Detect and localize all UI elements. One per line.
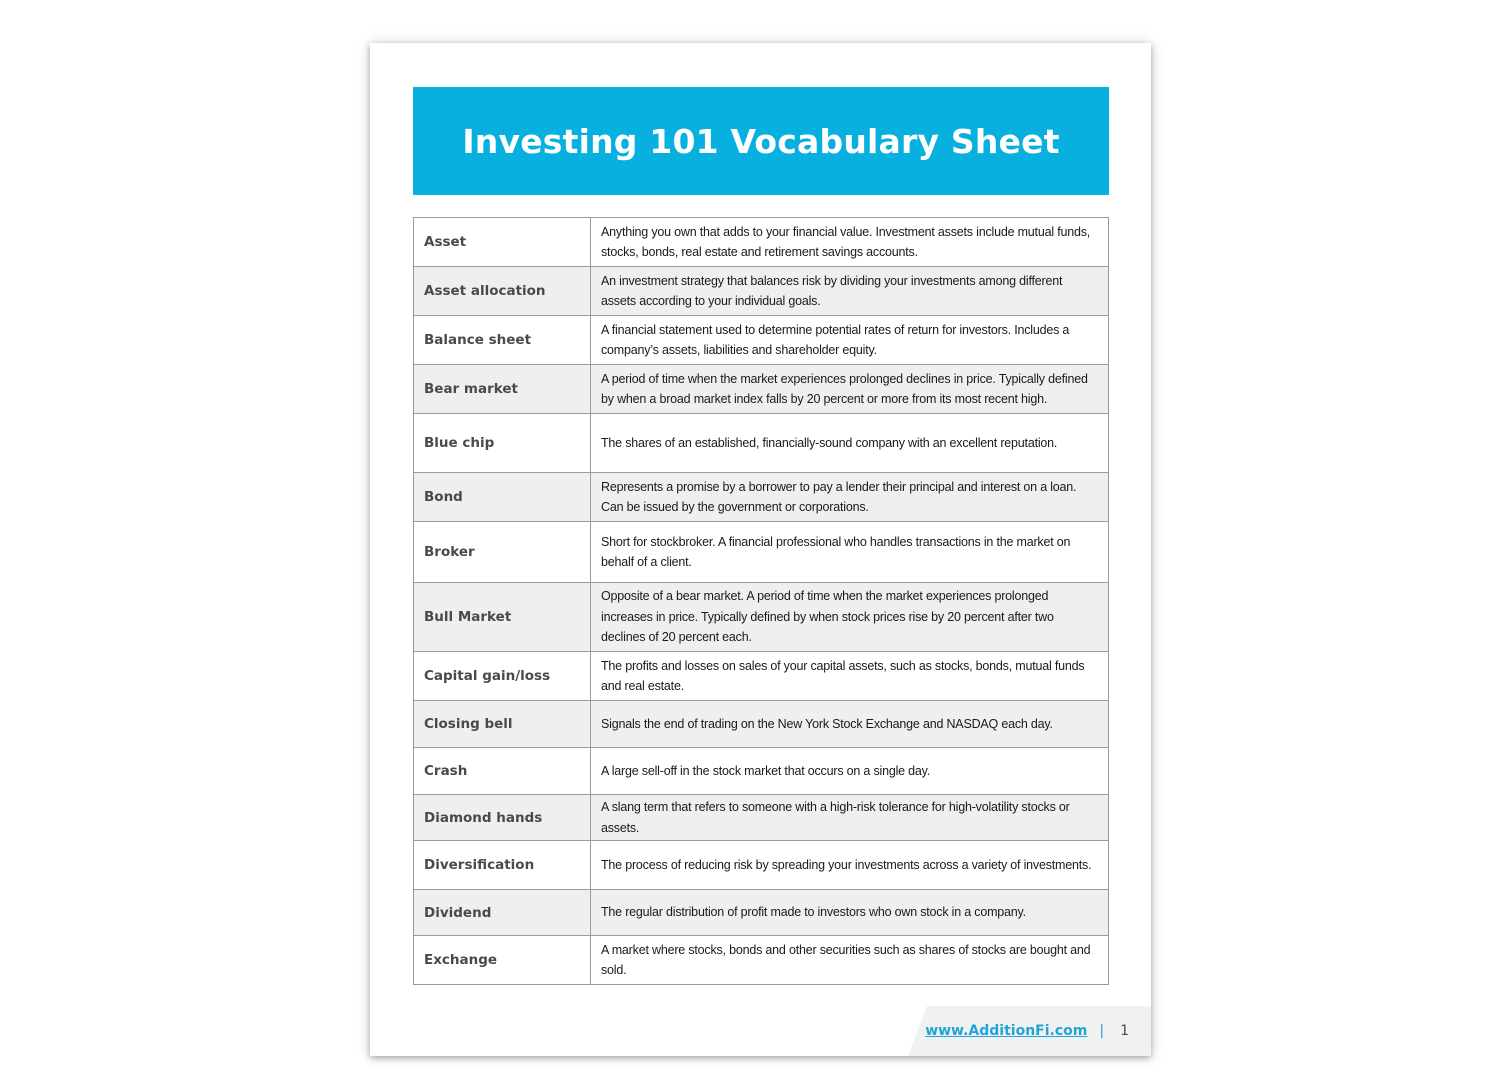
term-cell: Asset allocation [414,267,591,316]
term-cell: Broker [414,522,591,583]
term-cell: Bull Market [414,583,591,652]
term-cell: Crash [414,748,591,795]
table-row [414,890,1109,936]
definition-cell: Opposite of a bear market. A period of time when the market experiences prolonged increases in price. Typically defined by when stock prices rise by 20 percent after two declines of 20 percent each. [591,583,1109,652]
term-cell: Asset [414,218,591,267]
table-row [414,414,1109,473]
footer-website-link[interactable]: www.AdditionFi.com [925,1023,1088,1039]
document-page [370,43,1151,1056]
page-number: 1 [1120,1023,1129,1039]
term-cell: Balance sheet [414,316,591,365]
term-cell: Dividend [414,890,591,936]
term-cell: Capital gain/loss [414,652,591,701]
title-banner [413,87,1109,195]
table-row [414,583,1109,652]
table-row [414,795,1109,841]
definition-cell: A large sell-off in the stock market that occurs on a single day. [591,748,1109,795]
vocabulary-table-body [414,218,1109,985]
definition-cell: Represents a promise by a borrower to pay a lender their principal and interest on a loan. Can be issued by the government or corporations. [591,473,1109,522]
table-row [414,748,1109,795]
table-row [414,841,1109,890]
definition-cell: Short for stockbroker. A financial professional who handles transactions in the market on behalf of a client. [591,522,1109,583]
definition-cell: Signals the end of trading on the New York Stock Exchange and NASDAQ each day. [591,701,1109,748]
definition-cell: A period of time when the market experiences prolonged declines in price. Typically defined by when a broad market index falls by 20 percent or more from its most recent high. [591,365,1109,414]
definition-cell: Anything you own that adds to your financial value. Investment assets include mutual funds, stocks, bonds, real estate and retirement savings accounts. [591,218,1109,267]
definition-cell: A slang term that refers to someone with a high-risk tolerance for high-volatility stocks or assets. [591,795,1109,841]
definition-cell: The shares of an established, financially-sound company with an excellent reputation. [591,414,1109,473]
term-cell: Closing bell [414,701,591,748]
definition-cell: An investment strategy that balances risk by dividing your investments among different assets according to your individual goals. [591,267,1109,316]
term-cell: Diversification [414,841,591,890]
term-cell: Bond [414,473,591,522]
footer-separator: | [1099,1023,1105,1039]
vocabulary-table [413,217,1109,985]
page-title: Investing 101 Vocabulary Sheet [462,121,1060,161]
table-row [414,218,1109,267]
table-row [414,701,1109,748]
definition-cell: The regular distribution of profit made to investors who own stock in a company. [591,890,1109,936]
table-row [414,267,1109,316]
table-row [414,936,1109,985]
definition-cell: The process of reducing risk by spreading your investments across a variety of investments. [591,841,1109,890]
definition-cell: A financial statement used to determine potential rates of return for investors. Includes a company’s assets, liabilities and shareholder equity. [591,316,1109,365]
term-cell: Exchange [414,936,591,985]
table-row [414,473,1109,522]
term-cell: Bear market [414,365,591,414]
definition-cell: A market where stocks, bonds and other securities such as shares of stocks are bought and sold. [591,936,1109,985]
definition-cell: The profits and losses on sales of your capital assets, such as stocks, bonds, mutual funds and real estate. [591,652,1109,701]
table-row [414,652,1109,701]
term-cell: Blue chip [414,414,591,473]
term-cell: Diamond hands [414,795,591,841]
table-row [414,365,1109,414]
table-row [414,316,1109,365]
table-row [414,522,1109,583]
page-footer [925,1023,1129,1039]
